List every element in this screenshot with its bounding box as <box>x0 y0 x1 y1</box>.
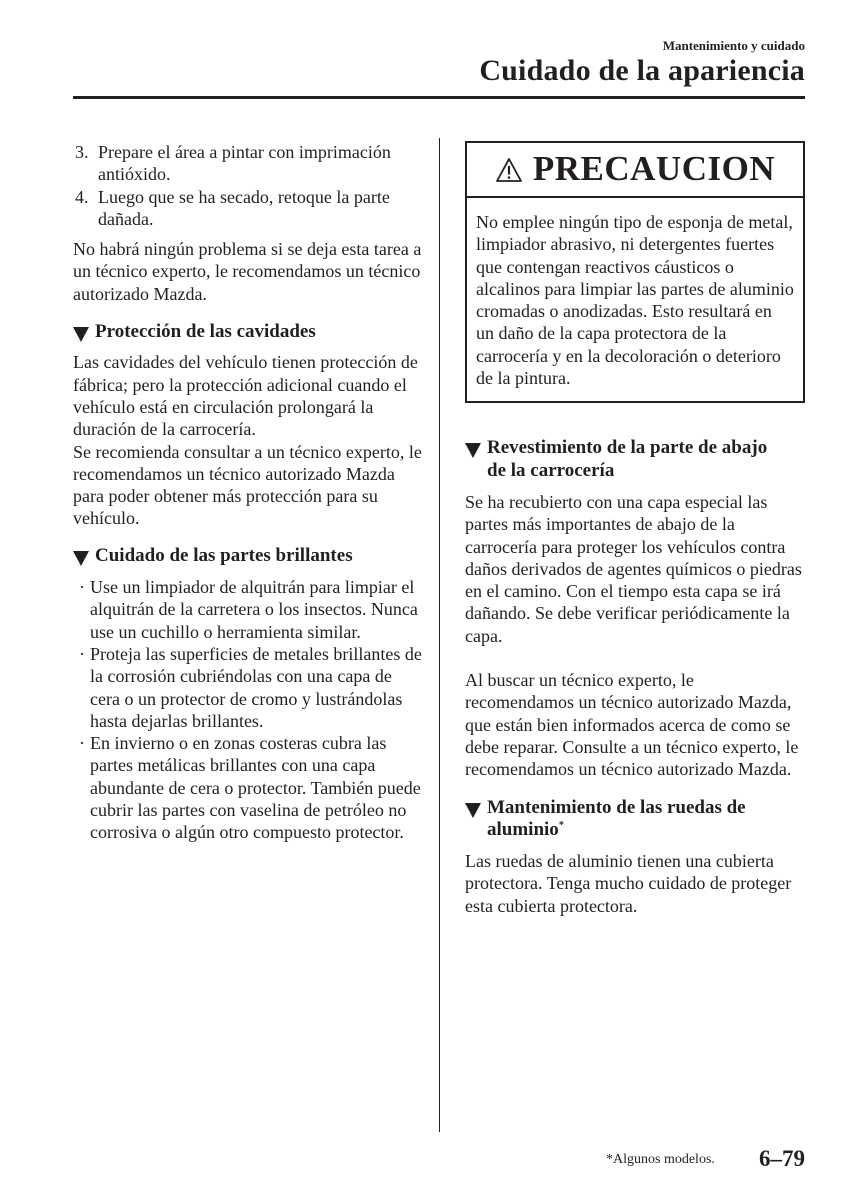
caution-header <box>467 143 803 198</box>
caution-title: PRECAUCION <box>532 149 776 189</box>
header-rule <box>73 96 805 99</box>
caution-body: No emplee ningún tipo de esponja de metal, limpiador abrasivo, ni detergentes fuertes que contengan reactivos cáusticos o alcalinos para limpiar las partes de aluminio cromadas o anodizadas. Esto resultará en un daño de la capa protectora de la carrocería y en la decoloración o deterioro de la pintura. <box>476 212 794 389</box>
heading-text: Cuidado de las partes brillantes <box>95 544 353 566</box>
page-number: 6–79 <box>759 1146 805 1171</box>
section-heading-wheels <box>465 797 805 842</box>
wheels-paragraph: Las ruedas de aluminio tienen una cubierta protectora. Tenga mucho cuidado de proteger esta cubierta protectora. <box>465 851 792 916</box>
list-item <box>73 732 423 843</box>
step-number: 3. <box>75 142 89 162</box>
bullet-text: Use un limpiador de alquitrán para limpiar el alquitrán de la carretera o los insectos. Nunca use un cuchillo o herramienta similar. <box>90 577 418 642</box>
step-text: Luego que se ha secado, retoque la parte dañada. <box>98 186 390 229</box>
warning-triangle-icon <box>495 157 523 183</box>
triangle-bullet-icon <box>465 443 481 458</box>
bullet-dot: · <box>79 733 85 754</box>
section-label: Mantenimiento y cuidado <box>662 38 805 53</box>
step-list <box>73 141 423 230</box>
footnote: *Algunos modelos. <box>606 1152 715 1167</box>
heading-text: Protección de las cavidades <box>95 321 316 343</box>
list-item <box>73 643 423 732</box>
list-item <box>73 576 423 643</box>
list-item <box>73 141 423 186</box>
heading-text-line1: Revestimiento de la parte de abajo <box>487 437 768 459</box>
bullet-text: Proteja las superficies de metales brillantes de la corrosión cubriéndolas con una capa de cera o un protector de cromo y lustrándolas hasta dejarlas brillantes. <box>90 643 422 731</box>
left-column <box>73 141 423 844</box>
cavities-paragraph: Las cavidades del vehículo tienen protección de fábrica; pero la protección adicional cuando el vehículo está en circulación prolongará la duración de la carrocería. <box>73 352 418 440</box>
triangle-bullet-icon <box>73 327 89 342</box>
triangle-bullet-icon <box>73 551 89 566</box>
underbody-paragraph: Se ha recubierto con una capa especial las partes más importantes de abajo de la carrocería para proteger los vehículos contra daños derivados de agentes químicos o piedras en el camino. Con el tiempo esta capa se irá dañando. Se debe verificar periódicamente la capa. <box>465 491 802 646</box>
column-divider <box>439 138 440 1132</box>
step-text: Prepare el área a pintar con imprimación antióxido. <box>98 142 391 185</box>
heading-text-line1: Mantenimiento de las ruedas de <box>487 796 746 818</box>
right-column <box>465 141 805 917</box>
bullet-text: En invierno o en zonas costeras cubra las partes metálicas brillantes con una capa abundante de cera o protector. También puede cubrir las partes con vaselina de petróleo no corrosiva o algún otro compuesto protector. <box>90 733 421 843</box>
page-title: Cuidado de la apariencia <box>479 54 805 87</box>
bullet-dot: · <box>79 643 85 664</box>
caution-box <box>465 141 805 403</box>
section-heading-cavities <box>73 321 423 343</box>
underbody-paragraph-2: Al buscar un técnico experto, le recomendamos un técnico autorizado Mazda, que están bien informados acerca de como se debe reparar. Consulte a un técnico experto, le recomendamos un técnico autorizado Mazda. <box>465 670 799 780</box>
section-heading-bright-parts <box>73 545 423 567</box>
bright-parts-list <box>73 576 423 844</box>
cavities-paragraph-2: Se recomienda consultar a un técnico experto, le recomendamos un técnico autorizado Mazda para poder obtener más protección para su vehículo. <box>73 441 422 529</box>
bullet-dot: · <box>79 577 85 598</box>
footnote-asterisk: * <box>558 819 564 831</box>
heading-text-line2: de la carrocería <box>487 459 615 481</box>
step-number: 4. <box>75 186 89 207</box>
list-item <box>73 186 423 231</box>
heading-text-line2: aluminio <box>487 818 559 840</box>
triangle-bullet-icon <box>465 803 481 818</box>
intro-paragraph: No habrá ningún problema si se deja esta tarea a un técnico experto, le recomendamos un técnico autorizado Mazda. <box>73 239 422 304</box>
section-heading-underbody <box>465 437 805 482</box>
